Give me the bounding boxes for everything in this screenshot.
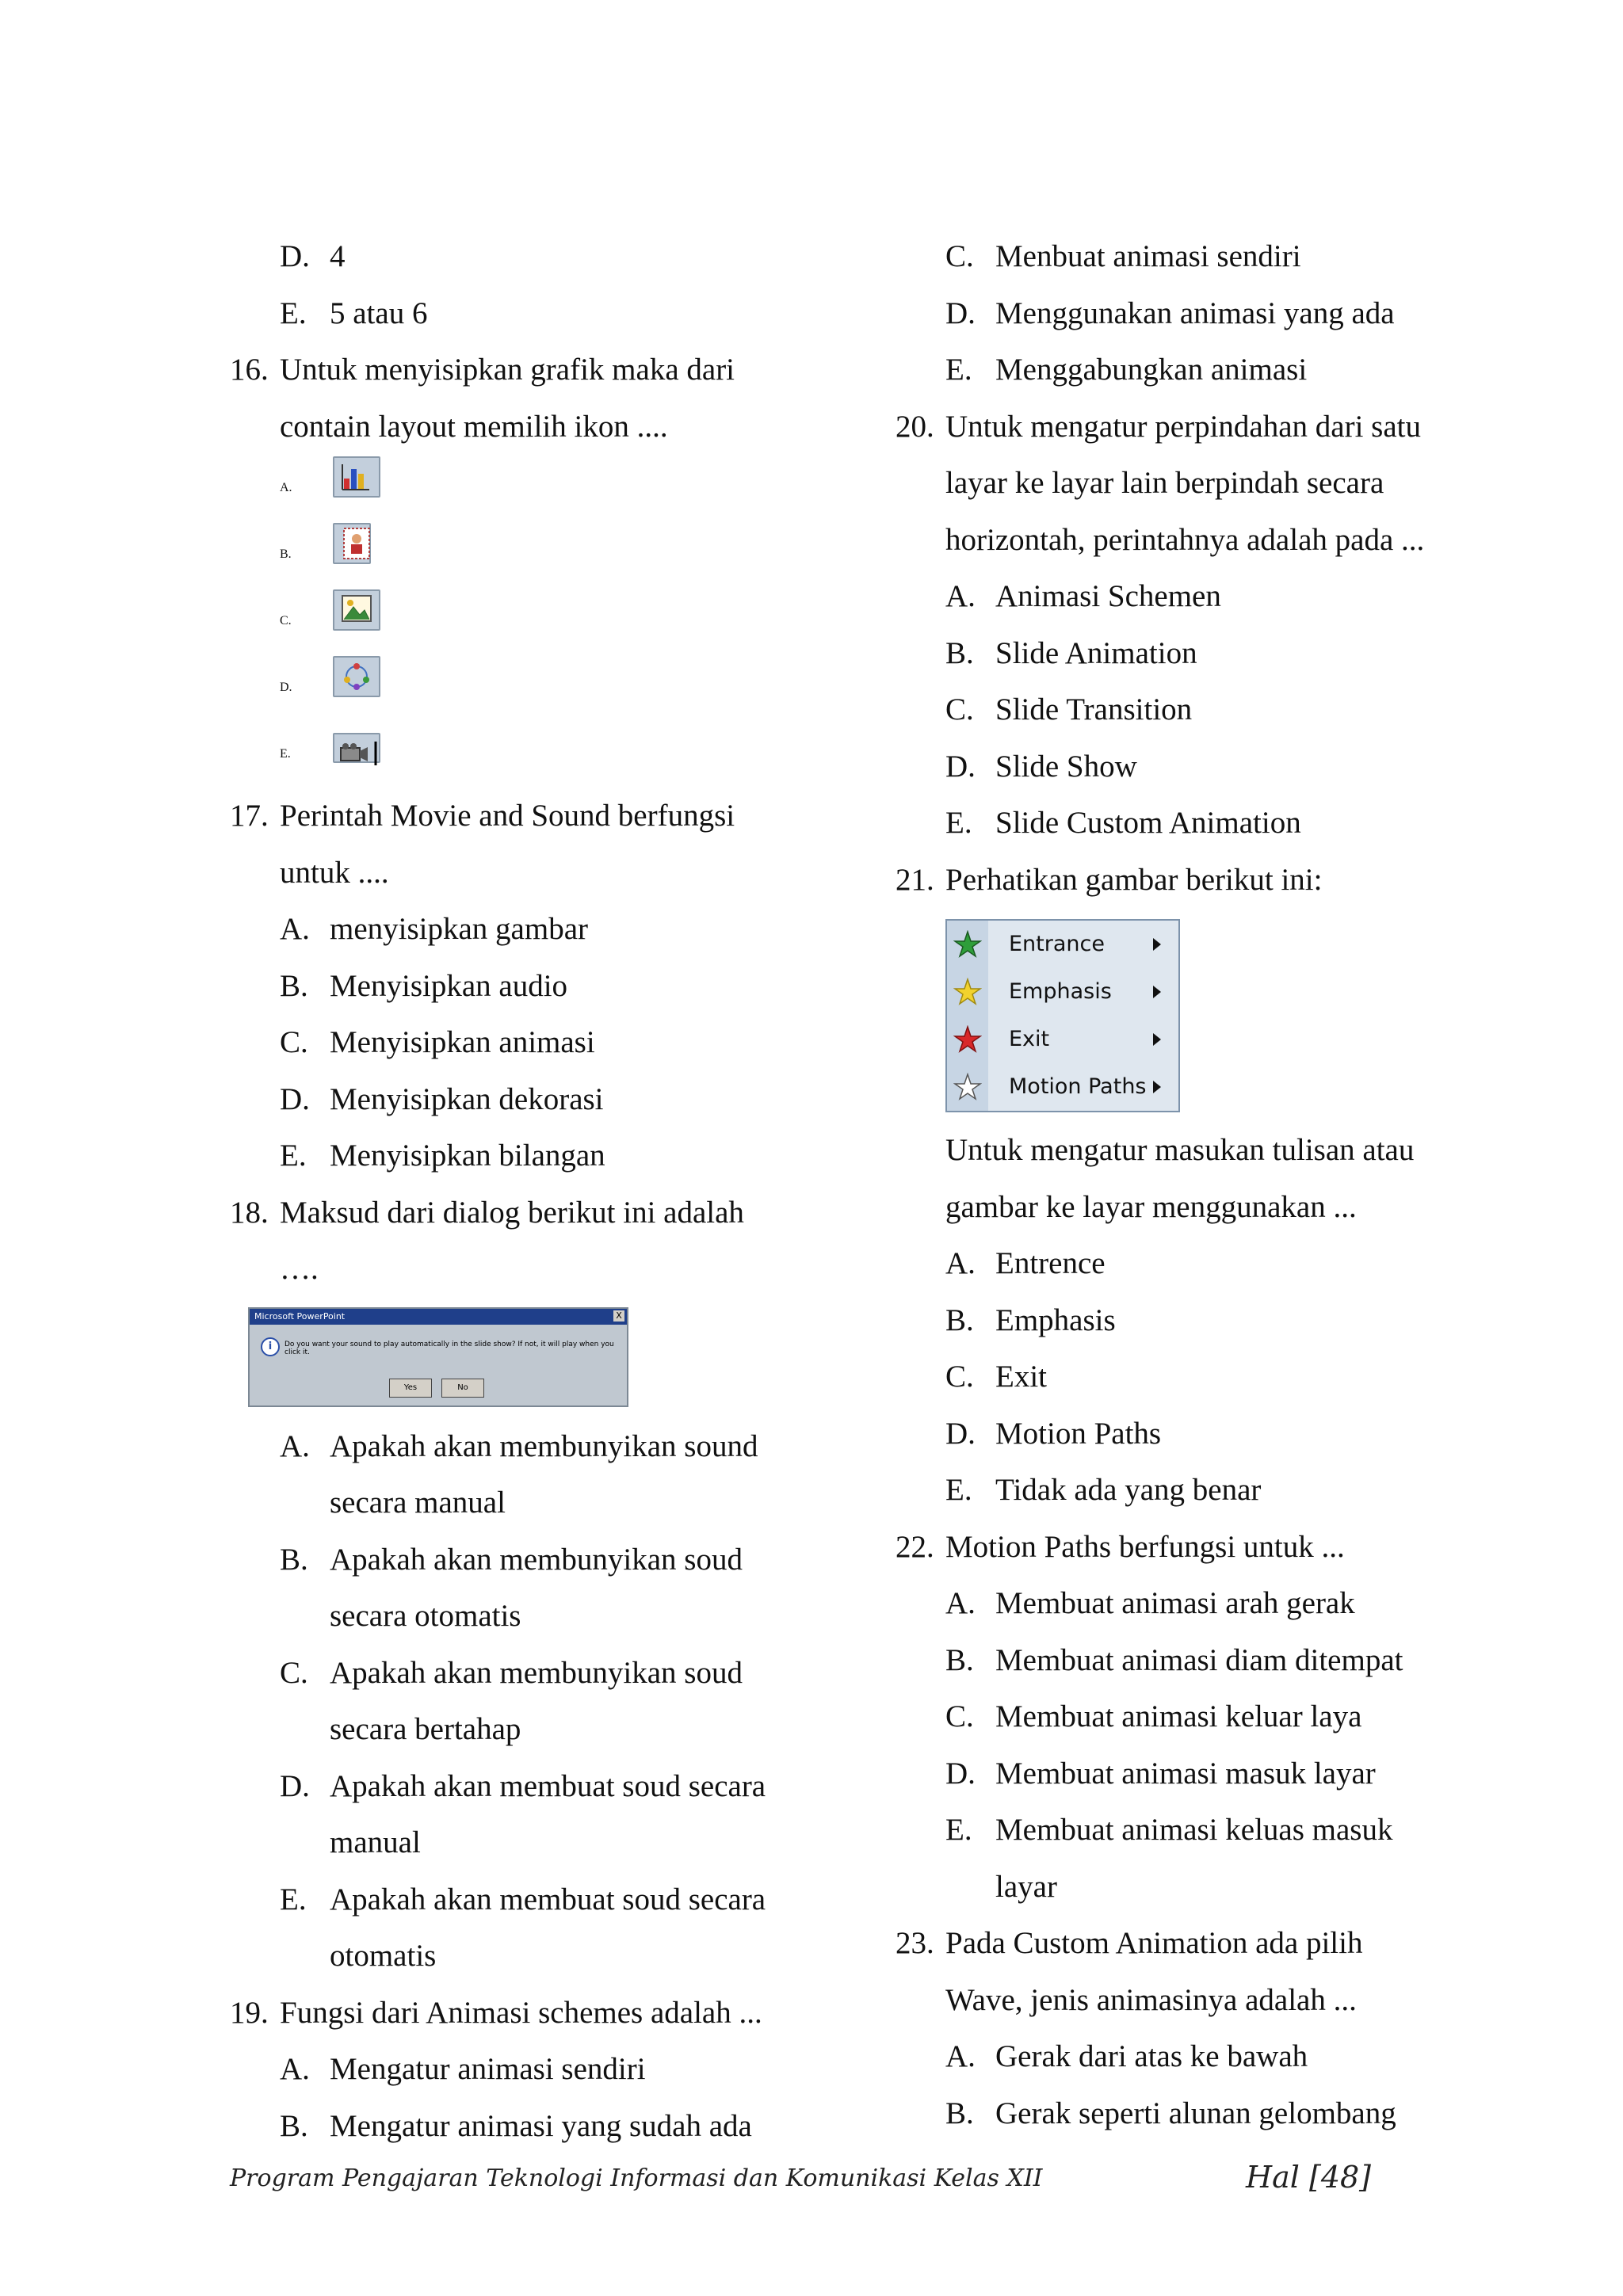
question-16-cont: contain layout memilih ikon .... (280, 409, 668, 444)
question-20-cont-1: layar ke layar lain berpindah secara (945, 466, 1384, 500)
option-20-d: D. Slide Show (945, 749, 1137, 784)
option-21-e: E. Tidak ada yang benar (945, 1473, 1262, 1507)
diagram-icon (333, 656, 380, 697)
option-18-b-cont: secara otomatis (330, 1599, 521, 1633)
option-21-b: B. Emphasis (945, 1302, 1116, 1337)
clip-art-icon (333, 523, 371, 564)
page-footer (230, 2155, 1371, 2203)
option-18-a-cont: secara manual (330, 1486, 506, 1520)
option-17-c: C. Menyisipkan animasi (280, 1025, 595, 1059)
option-18-a: A. Apakah akan membunyikan sound (280, 1428, 758, 1463)
option-23-a: A. Gerak dari atas ke bawah (945, 2039, 1308, 2073)
option-18-b: B. Apakah akan membunyikan soud (280, 1542, 743, 1577)
option-22-a: A. Membuat animasi arah gerak (945, 1586, 1355, 1620)
question-19: 19. Fungsi dari Animasi schemes adalah ... (230, 1995, 762, 2030)
question-23: 23. Pada Custom Animation ada pilih (896, 1926, 1363, 1960)
option-15-e: E. 5 atau 6 (280, 296, 428, 330)
dialog-close-icon: X (613, 1310, 624, 1322)
submenu-arrow-icon (1153, 1033, 1161, 1046)
option-16-b: B. (230, 521, 832, 588)
submenu-arrow-icon (1153, 1081, 1161, 1093)
option-15-d: D. 4 (280, 239, 346, 273)
option-17-e: E. Menyisipkan bilangan (280, 1138, 605, 1173)
question-21: 21. Perhatikan gambar berikut ini: (896, 862, 1323, 897)
question-22: 22. Motion Paths berfungsi untuk ... (896, 1529, 1345, 1564)
option-18-e-cont: otomatis (330, 1939, 437, 1973)
menu-item-motion-paths: Motion Paths (947, 1063, 1178, 1111)
menu-item-exit: Exit (947, 1016, 1178, 1063)
chart-icon (333, 456, 380, 498)
question-18-cont: …. (280, 1252, 319, 1286)
footer-program-title: Program Pengajaran Teknologi Informasi dan Komunikasi Kelas XII (230, 2164, 1043, 2192)
option-20-a: A. Animasi Schemen (945, 579, 1221, 613)
option-18-c: C. Apakah akan membunyikan soud (280, 1655, 743, 1690)
option-22-b: B. Membuat animasi diam ditempat (945, 1642, 1403, 1677)
yellow-star-icon (953, 978, 982, 1006)
option-19-e: E. Menggabungkan animasi (945, 353, 1308, 387)
red-star-icon (953, 1025, 982, 1054)
option-19-d: D. Menggunakan animasi yang ada (945, 296, 1395, 330)
option-16-a: A. (230, 455, 832, 521)
menu-item-entrance: Entrance (947, 921, 1178, 968)
right-column (896, 228, 1514, 2142)
option-19-a: A. Mengatur animasi sendiri (280, 2052, 646, 2086)
option-18-c-cont: secara bertahap (330, 1712, 521, 1746)
question-16: 16. Untuk menyisipkan grafik maka dari (230, 353, 735, 387)
option-18-d-cont: manual (330, 1825, 421, 1859)
option-17-b: B. Menyisipkan audio (280, 968, 568, 1003)
dialog-titlebar (250, 1309, 627, 1325)
option-19-b: B. Mengatur animasi yang sudah ada (280, 2108, 752, 2143)
option-16-d: D. (230, 654, 832, 721)
option-21-a: A. Entrence (945, 1246, 1106, 1280)
question-20: 20. Untuk mengatur perpindahan dari satu (896, 409, 1421, 444)
option-22-e: E. Membuat animasi keluas masuk (945, 1813, 1393, 1847)
option-17-a: A. menyisipkan gambar (280, 912, 588, 946)
outline-star-icon (953, 1073, 982, 1101)
dialog-no-button: No (441, 1379, 484, 1398)
option-22-c: C. Membuat animasi keluar laya (945, 1699, 1362, 1733)
option-21-d: D. Motion Paths (945, 1416, 1162, 1451)
option-20-c: C. Slide Transition (945, 692, 1193, 727)
option-22-d: D. Membuat animasi masuk layar (945, 1756, 1376, 1791)
custom-animation-menu-image (945, 919, 1180, 1112)
option-17-d: D. Menyisipkan dekorasi (280, 1081, 604, 1116)
question-23-cont: Wave, jenis animasinya adalah ... (945, 1982, 1357, 2017)
option-16-e: E. (230, 721, 832, 788)
question-17-cont: untuk .... (280, 855, 389, 890)
left-column (230, 228, 832, 2154)
footer-page-number: Hal [48] (1245, 2160, 1371, 2195)
option-20-e: E. Slide Custom Animation (945, 806, 1301, 840)
question-21-text-1: Untuk mengatur masukan tulisan atau (945, 1133, 1415, 1167)
option-18-e: E. Apakah akan membuat soud secara (280, 1882, 766, 1917)
submenu-arrow-icon (1153, 986, 1161, 998)
option-23-b: B. Gerak seperti alunan gelombang (945, 2096, 1396, 2130)
dialog-title: Microsoft PowerPoint (254, 1310, 346, 1322)
dialog-message: Do you want your sound to play automatically in the slide show? If not, it will play when you click it. (285, 1340, 614, 1356)
submenu-arrow-icon (1153, 938, 1161, 951)
picture-icon (333, 589, 380, 631)
option-22-e-cont: layar (995, 1869, 1057, 1904)
powerpoint-dialog-image (248, 1307, 628, 1407)
question-17: 17. Perintah Movie and Sound berfungsi (230, 799, 735, 833)
question-18: 18. Maksud dari dialog berikut ini adalah (230, 1195, 744, 1230)
info-icon: i (261, 1337, 280, 1356)
option-21-c: C. Exit (945, 1360, 1047, 1394)
media-clip-icon (333, 733, 380, 763)
dialog-yes-button: Yes (389, 1379, 432, 1398)
question-21-text-2: gambar ke layar menggunakan ... (945, 1189, 1357, 1224)
option-20-b: B. Slide Animation (945, 635, 1197, 670)
question-20-cont-2: horizontah, perintahnya adalah pada ... (945, 522, 1425, 557)
option-18-d: D. Apakah akan membuat soud secara (280, 1768, 766, 1803)
option-19-c: C. Menbuat animasi sendiri (945, 239, 1301, 273)
green-star-icon (953, 930, 982, 959)
option-16-c: C. (230, 588, 832, 654)
menu-item-emphasis: Emphasis (947, 968, 1178, 1016)
